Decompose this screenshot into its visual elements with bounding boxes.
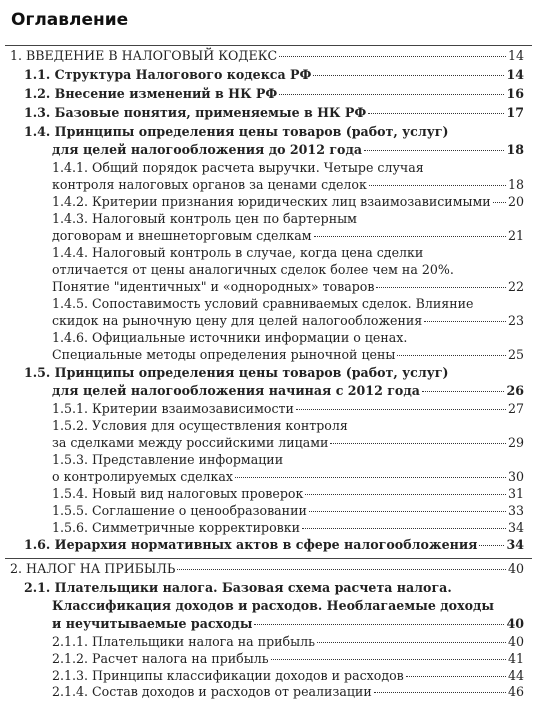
toc-entry-1-4-1-cont[interactable]: контроля налоговых органов за ценами сделок 18 <box>52 177 524 192</box>
toc-entry-1-4-6[interactable]: 1.4.6. Официальные источники информации о ценах. <box>52 330 408 345</box>
toc-entry-1-4-1[interactable]: 1.4.1. Общий порядок расчета выручки. Четыре случая <box>52 160 424 175</box>
toc-entry-2-1-4[interactable]: 2.1.4. Состав доходов и расходов от реализации 46 <box>52 684 524 699</box>
toc-entry-section-2[interactable]: 2. НАЛОГ НА ПРИБЫЛЬ 40 <box>10 561 524 576</box>
section-divider <box>5 558 532 559</box>
toc-entry-1-5-cont[interactable]: для целей налогообложения начиная с 2012 года 26 <box>52 383 524 398</box>
toc-entry-1-4-2[interactable]: 1.4.2. Критерии признания юридических лиц взаимозависимыми 20 <box>52 194 524 209</box>
toc-entry-1-4-4[interactable]: 1.4.4. Налоговый контроль в случае, когда цена сделки <box>52 245 424 260</box>
toc-entry-1-5-2[interactable]: 1.5.2. Условия для осуществления контроля <box>52 418 348 433</box>
toc-entry-section-1[interactable] <box>10 47 524 65</box>
toc-entry-1-5-1[interactable]: 1.5.1. Критерии взаимозависимости 27 <box>52 401 524 416</box>
toc-entry-2-1-2[interactable]: 2.1.2. Расчет налога на прибыль 41 <box>52 651 524 666</box>
toc-entry-1-4-3[interactable]: 1.4.3. Налоговый контроль цен по бартерным <box>52 211 357 226</box>
toc-entry-1-5-5[interactable]: 1.5.5. Соглашение о ценообразовании 33 <box>52 503 524 518</box>
toc-entry-1-4-5[interactable]: 1.4.5. Сопоставимость условий сравниваемых сделок. Влияние <box>52 296 474 311</box>
toc-entry-1-3[interactable]: 1.3. Базовые понятия, применяемые в НК РФ 17 <box>24 105 524 120</box>
toc-entry-1-1[interactable]: 1.1. Структура Налогового кодекса РФ 14 <box>24 67 524 82</box>
toc-entry-text: 1. ВВЕДЕНИЕ В НАЛОГОВЫЙ КОДЕКС <box>10 48 278 63</box>
page-title: Оглавление <box>11 10 129 30</box>
toc-entry-2-1-cont[interactable]: Классификация доходов и расходов. Необлагаемые доходы <box>52 598 494 613</box>
toc-entry-1-5[interactable]: 1.5. Принципы определения цены товаров (работ, услуг) <box>24 365 449 380</box>
toc-entry-1-5-2-cont[interactable]: за сделками между российскими лицами 29 <box>52 435 524 450</box>
toc-entry-1-4-6-cont[interactable]: Специальные методы определения рыночной цены 25 <box>52 347 524 362</box>
toc-entry-2-1[interactable]: 2.1. Плательщики налога. Базовая схема расчета налога. <box>24 580 452 595</box>
section-divider <box>5 45 532 46</box>
toc-entry-1-4[interactable]: 1.4. Принципы определения цены товаров (работ, услуг) <box>24 124 449 139</box>
toc-entry-1-4-3-cont[interactable]: договорам и внешнеторговым сделкам 21 <box>52 228 524 243</box>
toc-entry-1-4-cont[interactable]: для целей налогообложения до 2012 года 18 <box>52 142 524 157</box>
toc-entry-1-2[interactable]: 1.2. Внесение изменений в НК РФ 16 <box>24 86 524 101</box>
toc-entry-1-4-5-cont[interactable]: скидок на рыночную цену для целей налогообложения 23 <box>52 313 524 328</box>
toc-entry-1-4-4-cont2[interactable]: Понятие "идентичных" и «однородных» товаров 22 <box>52 279 524 294</box>
toc-entry-1-5-3[interactable]: 1.5.3. Представление информации <box>52 452 284 467</box>
toc-entry-1-6[interactable]: 1.6. Иерархия нормативных актов в сфере налогообложения 34 <box>24 537 524 552</box>
toc-entry-1-5-4[interactable]: 1.5.4. Новый вид налоговых проверок 31 <box>52 486 524 501</box>
toc-entry-2-1-cont2[interactable]: и неучитываемые расходы 40 <box>52 616 524 631</box>
toc-entry-1-5-6[interactable]: 1.5.6. Симметричные корректировки 34 <box>52 520 524 535</box>
toc-entry-1-4-4-cont[interactable]: отличается от цены аналогичных сделок более чем на 20%. <box>52 262 454 277</box>
toc-entry-2-1-3[interactable]: 2.1.3. Принципы классификации доходов и расходов 44 <box>52 668 524 683</box>
toc-entry-1-5-3-cont[interactable]: о контролируемых сделках 30 <box>52 469 524 484</box>
toc-entry-2-1-1[interactable]: 2.1.1. Плательщики налога на прибыль 40 <box>52 634 524 649</box>
toc-entry-page: 14 <box>507 48 524 63</box>
